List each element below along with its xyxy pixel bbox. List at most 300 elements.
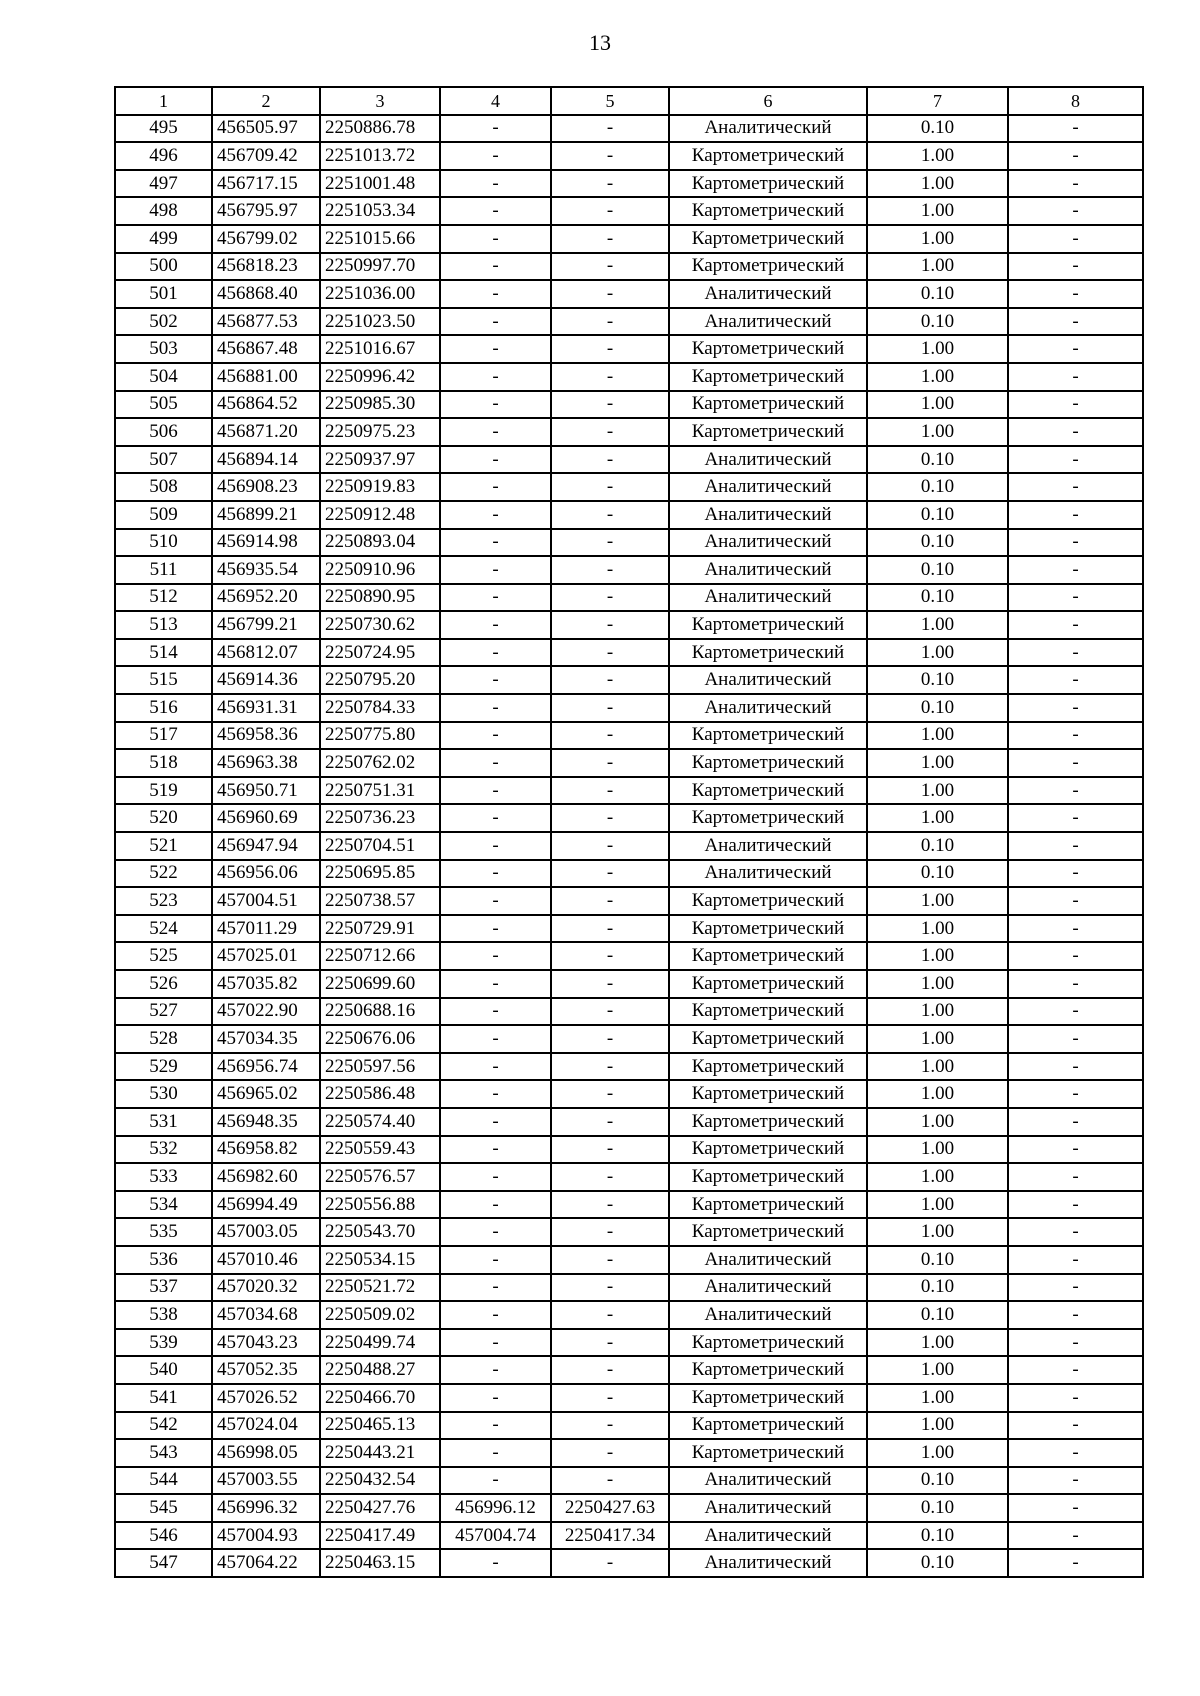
table-cell-col-1: 497 xyxy=(115,170,212,198)
table-cell-col-8: - xyxy=(1008,308,1143,336)
table-cell-col-7: 1.00 xyxy=(867,804,1008,832)
table-cell-col-7: 1.00 xyxy=(867,611,1008,639)
table-row xyxy=(115,225,1143,253)
table-cell-col-8: - xyxy=(1008,418,1143,446)
table-row xyxy=(115,832,1143,860)
table-cell-col-3: 2250975.23 xyxy=(320,418,440,446)
table-cell-col-1: 499 xyxy=(115,225,212,253)
table-cell-col-5: - xyxy=(551,280,669,308)
table-cell-col-5: - xyxy=(551,1329,669,1357)
table-cell-col-6: Картометрический xyxy=(669,611,867,639)
table-cell-col-3: 2250574.40 xyxy=(320,1108,440,1136)
table-cell-col-2: 457035.82 xyxy=(212,970,320,998)
table-cell-col-1: 513 xyxy=(115,611,212,639)
table-cell-col-5: - xyxy=(551,253,669,281)
table-cell-col-6: Картометрический xyxy=(669,1108,867,1136)
table-cell-col-6: Картометрический xyxy=(669,942,867,970)
table-cell-col-3: 2250432.54 xyxy=(320,1467,440,1495)
table-cell-col-8: - xyxy=(1008,639,1143,667)
table-cell-col-7: 0.10 xyxy=(867,1549,1008,1577)
table-cell-col-8: - xyxy=(1008,473,1143,501)
table-cell-col-4: - xyxy=(440,1274,551,1302)
table-cell-col-3: 2250559.43 xyxy=(320,1136,440,1164)
table-cell-col-2: 457010.46 xyxy=(212,1246,320,1274)
table-row xyxy=(115,777,1143,805)
table-cell-col-8: - xyxy=(1008,1136,1143,1164)
table-cell-col-1: 512 xyxy=(115,584,212,612)
table-cell-col-2: 456871.20 xyxy=(212,418,320,446)
table-cell-col-4: - xyxy=(440,1218,551,1246)
table-cell-col-7: 1.00 xyxy=(867,1439,1008,1467)
table-cell-col-3: 2250784.33 xyxy=(320,694,440,722)
table-row xyxy=(115,1301,1143,1329)
table-cell-col-6: Картометрический xyxy=(669,915,867,943)
table-cell-col-3: 2251016.67 xyxy=(320,335,440,363)
table-cell-col-1: 511 xyxy=(115,556,212,584)
table-cell-col-6: Картометрический xyxy=(669,1412,867,1440)
table-cell-col-6: Картометрический xyxy=(669,1163,867,1191)
table-cell-col-1: 521 xyxy=(115,832,212,860)
table-cell-col-3: 2250775.80 xyxy=(320,722,440,750)
table-cell-col-8: - xyxy=(1008,998,1143,1026)
table-cell-col-5: - xyxy=(551,391,669,419)
table-cell-col-4: - xyxy=(440,363,551,391)
table-cell-col-4: - xyxy=(440,501,551,529)
table-cell-col-3: 2250704.51 xyxy=(320,832,440,860)
table-cell-col-5: - xyxy=(551,1301,669,1329)
table-cell-col-6: Картометрический xyxy=(669,253,867,281)
table-row xyxy=(115,1412,1143,1440)
table-cell-col-2: 456948.35 xyxy=(212,1108,320,1136)
table-cell-col-5: - xyxy=(551,1246,669,1274)
table-cell-col-2: 457025.01 xyxy=(212,942,320,970)
table-cell-col-2: 457004.51 xyxy=(212,887,320,915)
table-cell-col-4: - xyxy=(440,142,551,170)
table-cell-col-6: Картометрический xyxy=(669,1384,867,1412)
table-cell-col-3: 2251053.34 xyxy=(320,197,440,225)
table-cell-col-1: 501 xyxy=(115,280,212,308)
table-row xyxy=(115,584,1143,612)
table-cell-col-2: 456881.00 xyxy=(212,363,320,391)
table-cell-col-7: 0.10 xyxy=(867,860,1008,888)
table-cell-col-6: Картометрический xyxy=(669,418,867,446)
table-cell-col-8: - xyxy=(1008,1274,1143,1302)
table-cell-col-1: 518 xyxy=(115,749,212,777)
table-cell-col-4: - xyxy=(440,804,551,832)
table-cell-col-8: - xyxy=(1008,529,1143,557)
table-row xyxy=(115,418,1143,446)
table-cell-col-6: Аналитический xyxy=(669,529,867,557)
column-header-1: 1 xyxy=(115,87,212,115)
table-cell-col-7: 0.10 xyxy=(867,529,1008,557)
table-cell-col-5: - xyxy=(551,584,669,612)
table-cell-col-3: 2250996.42 xyxy=(320,363,440,391)
table-cell-col-8: - xyxy=(1008,1356,1143,1384)
table-cell-col-6: Картометрический xyxy=(669,1053,867,1081)
table-cell-col-7: 1.00 xyxy=(867,418,1008,446)
table-cell-col-1: 542 xyxy=(115,1412,212,1440)
table-cell-col-5: - xyxy=(551,115,669,143)
table-cell-col-2: 456868.40 xyxy=(212,280,320,308)
table-cell-col-8: - xyxy=(1008,501,1143,529)
table-cell-col-8: - xyxy=(1008,611,1143,639)
table-cell-col-2: 456867.48 xyxy=(212,335,320,363)
table-cell-col-1: 502 xyxy=(115,308,212,336)
table-cell-col-2: 457020.32 xyxy=(212,1274,320,1302)
table-row xyxy=(115,915,1143,943)
table-cell-col-1: 545 xyxy=(115,1494,212,1522)
table-cell-col-1: 532 xyxy=(115,1136,212,1164)
table-row xyxy=(115,363,1143,391)
table-cell-col-7: 1.00 xyxy=(867,1329,1008,1357)
table-cell-col-8: - xyxy=(1008,1053,1143,1081)
table-row xyxy=(115,1246,1143,1274)
table-row xyxy=(115,970,1143,998)
column-header-2: 2 xyxy=(212,87,320,115)
table-cell-col-1: 519 xyxy=(115,777,212,805)
table-cell-col-2: 456864.52 xyxy=(212,391,320,419)
column-header-5: 5 xyxy=(551,87,669,115)
table-cell-col-2: 456914.36 xyxy=(212,666,320,694)
table-cell-col-7: 1.00 xyxy=(867,391,1008,419)
table-cell-col-1: 526 xyxy=(115,970,212,998)
table-row xyxy=(115,1494,1143,1522)
table-row xyxy=(115,1439,1143,1467)
table-cell-col-1: 500 xyxy=(115,253,212,281)
table-row xyxy=(115,1163,1143,1191)
table-cell-col-5: - xyxy=(551,749,669,777)
table-cell-col-7: 1.00 xyxy=(867,777,1008,805)
table-cell-col-6: Аналитический xyxy=(669,446,867,474)
table-cell-col-8: - xyxy=(1008,749,1143,777)
table-cell-col-6: Картометрический xyxy=(669,1080,867,1108)
table-cell-col-2: 456894.14 xyxy=(212,446,320,474)
table-cell-col-1: 516 xyxy=(115,694,212,722)
table-cell-col-4: - xyxy=(440,1246,551,1274)
table-row xyxy=(115,860,1143,888)
table-cell-col-2: 456958.82 xyxy=(212,1136,320,1164)
table-cell-col-8: - xyxy=(1008,280,1143,308)
table-cell-col-5: - xyxy=(551,197,669,225)
table-cell-col-4: - xyxy=(440,887,551,915)
table-cell-col-2: 456998.05 xyxy=(212,1439,320,1467)
table-row xyxy=(115,1356,1143,1384)
table-row xyxy=(115,639,1143,667)
table-cell-col-5: - xyxy=(551,1384,669,1412)
table-cell-col-8: - xyxy=(1008,1494,1143,1522)
table-cell-col-4: - xyxy=(440,1329,551,1357)
table-cell-col-7: 0.10 xyxy=(867,501,1008,529)
table-cell-col-5: - xyxy=(551,501,669,529)
table-row xyxy=(115,335,1143,363)
table-cell-col-4: - xyxy=(440,170,551,198)
table-row xyxy=(115,611,1143,639)
table-body xyxy=(115,115,1143,1577)
table-cell-col-4: - xyxy=(440,1301,551,1329)
table-cell-col-7: 0.10 xyxy=(867,1494,1008,1522)
column-header-7: 7 xyxy=(867,87,1008,115)
table-cell-col-4: - xyxy=(440,998,551,1026)
table-cell-col-3: 2250890.95 xyxy=(320,584,440,612)
table-cell-col-1: 537 xyxy=(115,1274,212,1302)
table-cell-col-5: - xyxy=(551,1108,669,1136)
table-cell-col-8: - xyxy=(1008,887,1143,915)
table-cell-col-4: - xyxy=(440,1384,551,1412)
table-cell-col-1: 528 xyxy=(115,1025,212,1053)
table-cell-col-4: - xyxy=(440,1108,551,1136)
table-cell-col-5: - xyxy=(551,473,669,501)
table-cell-col-3: 2250730.62 xyxy=(320,611,440,639)
table-cell-col-5: - xyxy=(551,1467,669,1495)
coordinates-table xyxy=(114,86,1144,1578)
table-cell-col-2: 457011.29 xyxy=(212,915,320,943)
table-cell-col-1: 523 xyxy=(115,887,212,915)
table-cell-col-2: 456982.60 xyxy=(212,1163,320,1191)
table-cell-col-6: Картометрический xyxy=(669,197,867,225)
table-cell-col-6: Картометрический xyxy=(669,887,867,915)
table-cell-col-6: Аналитический xyxy=(669,694,867,722)
table-cell-col-2: 456935.54 xyxy=(212,556,320,584)
table-cell-col-5: - xyxy=(551,1439,669,1467)
table-cell-col-7: 1.00 xyxy=(867,1080,1008,1108)
table-cell-col-3: 2250937.97 xyxy=(320,446,440,474)
table-cell-col-4: - xyxy=(440,1025,551,1053)
table-cell-col-7: 1.00 xyxy=(867,998,1008,1026)
table-cell-col-7: 1.00 xyxy=(867,1191,1008,1219)
table-cell-col-6: Картометрический xyxy=(669,1191,867,1219)
table-cell-col-4: 456996.12 xyxy=(440,1494,551,1522)
table-cell-col-7: 0.10 xyxy=(867,446,1008,474)
table-row xyxy=(115,1467,1143,1495)
table-cell-col-7: 0.10 xyxy=(867,308,1008,336)
table-cell-col-6: Картометрический xyxy=(669,1136,867,1164)
table-cell-col-2: 457043.23 xyxy=(212,1329,320,1357)
table-cell-col-1: 503 xyxy=(115,335,212,363)
table-cell-col-6: Картометрический xyxy=(669,639,867,667)
table-cell-col-5: - xyxy=(551,942,669,970)
table-cell-col-4: - xyxy=(440,473,551,501)
table-cell-col-8: - xyxy=(1008,1467,1143,1495)
table-cell-col-1: 522 xyxy=(115,860,212,888)
table-cell-col-3: 2250521.72 xyxy=(320,1274,440,1302)
table-cell-col-8: - xyxy=(1008,1025,1143,1053)
table-cell-col-6: Картометрический xyxy=(669,1329,867,1357)
table-cell-col-2: 456795.97 xyxy=(212,197,320,225)
table-cell-col-6: Картометрический xyxy=(669,363,867,391)
table-cell-col-6: Картометрический xyxy=(669,722,867,750)
table-cell-col-3: 2250910.96 xyxy=(320,556,440,584)
table-cell-col-5: - xyxy=(551,363,669,391)
table-cell-col-5: - xyxy=(551,1191,669,1219)
table-cell-col-8: - xyxy=(1008,970,1143,998)
table-cell-col-2: 456818.23 xyxy=(212,253,320,281)
table-cell-col-5: - xyxy=(551,556,669,584)
table-cell-col-4: - xyxy=(440,832,551,860)
table-row xyxy=(115,1274,1143,1302)
table-cell-col-6: Аналитический xyxy=(669,1549,867,1577)
table-cell-col-8: - xyxy=(1008,1439,1143,1467)
table-cell-col-3: 2250919.83 xyxy=(320,473,440,501)
table-cell-col-4: - xyxy=(440,942,551,970)
table-cell-col-3: 2250465.13 xyxy=(320,1412,440,1440)
table-cell-col-6: Аналитический xyxy=(669,308,867,336)
table-cell-col-5: - xyxy=(551,722,669,750)
table-cell-col-8: - xyxy=(1008,722,1143,750)
table-cell-col-1: 505 xyxy=(115,391,212,419)
table-cell-col-4: - xyxy=(440,639,551,667)
table-cell-col-2: 456931.31 xyxy=(212,694,320,722)
table-cell-col-7: 1.00 xyxy=(867,1053,1008,1081)
table-cell-col-1: 514 xyxy=(115,639,212,667)
table-cell-col-8: - xyxy=(1008,666,1143,694)
table-cell-col-1: 509 xyxy=(115,501,212,529)
table-cell-col-3: 2250688.16 xyxy=(320,998,440,1026)
column-header-4: 4 xyxy=(440,87,551,115)
table-cell-col-8: - xyxy=(1008,1329,1143,1357)
table-cell-col-5: - xyxy=(551,694,669,722)
table-cell-col-5: - xyxy=(551,1053,669,1081)
table-row xyxy=(115,749,1143,777)
table-cell-col-3: 2251001.48 xyxy=(320,170,440,198)
table-cell-col-7: 1.00 xyxy=(867,887,1008,915)
table-cell-col-3: 2250795.20 xyxy=(320,666,440,694)
table-cell-col-7: 1.00 xyxy=(867,915,1008,943)
table-cell-col-3: 2250586.48 xyxy=(320,1080,440,1108)
table-cell-col-6: Картометрический xyxy=(669,1439,867,1467)
table-cell-col-3: 2250443.21 xyxy=(320,1439,440,1467)
table-cell-col-3: 2250466.70 xyxy=(320,1384,440,1412)
table-cell-col-8: - xyxy=(1008,1549,1143,1577)
table-cell-col-6: Аналитический xyxy=(669,1274,867,1302)
table-cell-col-6: Картометрический xyxy=(669,998,867,1026)
table-cell-col-7: 1.00 xyxy=(867,1108,1008,1136)
table-cell-col-1: 525 xyxy=(115,942,212,970)
table-cell-col-2: 456709.42 xyxy=(212,142,320,170)
table-cell-col-8: - xyxy=(1008,446,1143,474)
table-cell-col-4: - xyxy=(440,253,551,281)
table-cell-col-6: Картометрический xyxy=(669,391,867,419)
table-cell-col-7: 1.00 xyxy=(867,749,1008,777)
table-cell-col-3: 2251023.50 xyxy=(320,308,440,336)
table-cell-col-5: - xyxy=(551,1356,669,1384)
table-cell-col-4: - xyxy=(440,446,551,474)
table-cell-col-5: - xyxy=(551,887,669,915)
table-cell-col-6: Картометрический xyxy=(669,225,867,253)
table-cell-col-6: Картометрический xyxy=(669,170,867,198)
table-cell-col-7: 1.00 xyxy=(867,1025,1008,1053)
table-row xyxy=(115,142,1143,170)
table-cell-col-1: 515 xyxy=(115,666,212,694)
table-cell-col-6: Картометрический xyxy=(669,1356,867,1384)
table-cell-col-2: 457022.90 xyxy=(212,998,320,1026)
table-cell-col-1: 495 xyxy=(115,115,212,143)
table-cell-col-3: 2250893.04 xyxy=(320,529,440,557)
table-cell-col-7: 0.10 xyxy=(867,1522,1008,1550)
table-cell-col-3: 2250543.70 xyxy=(320,1218,440,1246)
table-cell-col-8: - xyxy=(1008,860,1143,888)
table-cell-col-5: - xyxy=(551,308,669,336)
table-cell-col-6: Аналитический xyxy=(669,1246,867,1274)
table-cell-col-8: - xyxy=(1008,197,1143,225)
table-cell-col-4: - xyxy=(440,225,551,253)
table-cell-col-5: - xyxy=(551,639,669,667)
table-cell-col-5: - xyxy=(551,611,669,639)
table-cell-col-2: 456956.74 xyxy=(212,1053,320,1081)
table-cell-col-5: 2250417.34 xyxy=(551,1522,669,1550)
column-header-8: 8 xyxy=(1008,87,1143,115)
table-cell-col-4: - xyxy=(440,1356,551,1384)
table-cell-col-1: 544 xyxy=(115,1467,212,1495)
table-cell-col-3: 2250463.15 xyxy=(320,1549,440,1577)
table-cell-col-1: 536 xyxy=(115,1246,212,1274)
table-cell-col-8: - xyxy=(1008,115,1143,143)
table-cell-col-4: - xyxy=(440,915,551,943)
table-cell-col-6: Аналитический xyxy=(669,666,867,694)
table-header-row xyxy=(115,87,1143,115)
table-cell-col-4: - xyxy=(440,280,551,308)
table-row xyxy=(115,280,1143,308)
table-cell-col-1: 534 xyxy=(115,1191,212,1219)
table-cell-col-7: 0.10 xyxy=(867,473,1008,501)
table-cell-col-4: - xyxy=(440,970,551,998)
table-cell-col-2: 456799.02 xyxy=(212,225,320,253)
table-cell-col-1: 520 xyxy=(115,804,212,832)
table-cell-col-5: - xyxy=(551,1549,669,1577)
table-cell-col-6: Аналитический xyxy=(669,280,867,308)
table-cell-col-8: - xyxy=(1008,363,1143,391)
table-cell-col-6: Аналитический xyxy=(669,501,867,529)
table-cell-col-8: - xyxy=(1008,170,1143,198)
table-cell-col-2: 457003.55 xyxy=(212,1467,320,1495)
table-cell-col-5: - xyxy=(551,666,669,694)
table-cell-col-3: 2250695.85 xyxy=(320,860,440,888)
table-cell-col-1: 541 xyxy=(115,1384,212,1412)
table-cell-col-2: 457004.93 xyxy=(212,1522,320,1550)
table-cell-col-7: 1.00 xyxy=(867,335,1008,363)
table-row xyxy=(115,804,1143,832)
table-row xyxy=(115,998,1143,1026)
table-row xyxy=(115,253,1143,281)
table-row xyxy=(115,1025,1143,1053)
table-cell-col-4: - xyxy=(440,666,551,694)
table-cell-col-3: 2251036.00 xyxy=(320,280,440,308)
table-row xyxy=(115,391,1143,419)
table-cell-col-2: 457026.52 xyxy=(212,1384,320,1412)
table-cell-col-8: - xyxy=(1008,777,1143,805)
table-cell-col-7: 1.00 xyxy=(867,1218,1008,1246)
table-cell-col-2: 457024.04 xyxy=(212,1412,320,1440)
table-cell-col-1: 510 xyxy=(115,529,212,557)
table-row xyxy=(115,308,1143,336)
table-cell-col-5: - xyxy=(551,1025,669,1053)
table-cell-col-8: - xyxy=(1008,584,1143,612)
table-cell-col-8: - xyxy=(1008,1218,1143,1246)
table-cell-col-3: 2250997.70 xyxy=(320,253,440,281)
table-cell-col-3: 2250724.95 xyxy=(320,639,440,667)
table-cell-col-1: 496 xyxy=(115,142,212,170)
table-cell-col-8: - xyxy=(1008,915,1143,943)
table-cell-col-2: 456812.07 xyxy=(212,639,320,667)
table-cell-col-3: 2251013.72 xyxy=(320,142,440,170)
table-cell-col-7: 0.10 xyxy=(867,556,1008,584)
table-cell-col-8: - xyxy=(1008,942,1143,970)
table-cell-col-4: - xyxy=(440,611,551,639)
table-cell-col-7: 1.00 xyxy=(867,1384,1008,1412)
table-cell-col-3: 2250499.74 xyxy=(320,1329,440,1357)
table-cell-col-5: - xyxy=(551,1412,669,1440)
table-cell-col-2: 456717.15 xyxy=(212,170,320,198)
table-cell-col-4: 457004.74 xyxy=(440,1522,551,1550)
